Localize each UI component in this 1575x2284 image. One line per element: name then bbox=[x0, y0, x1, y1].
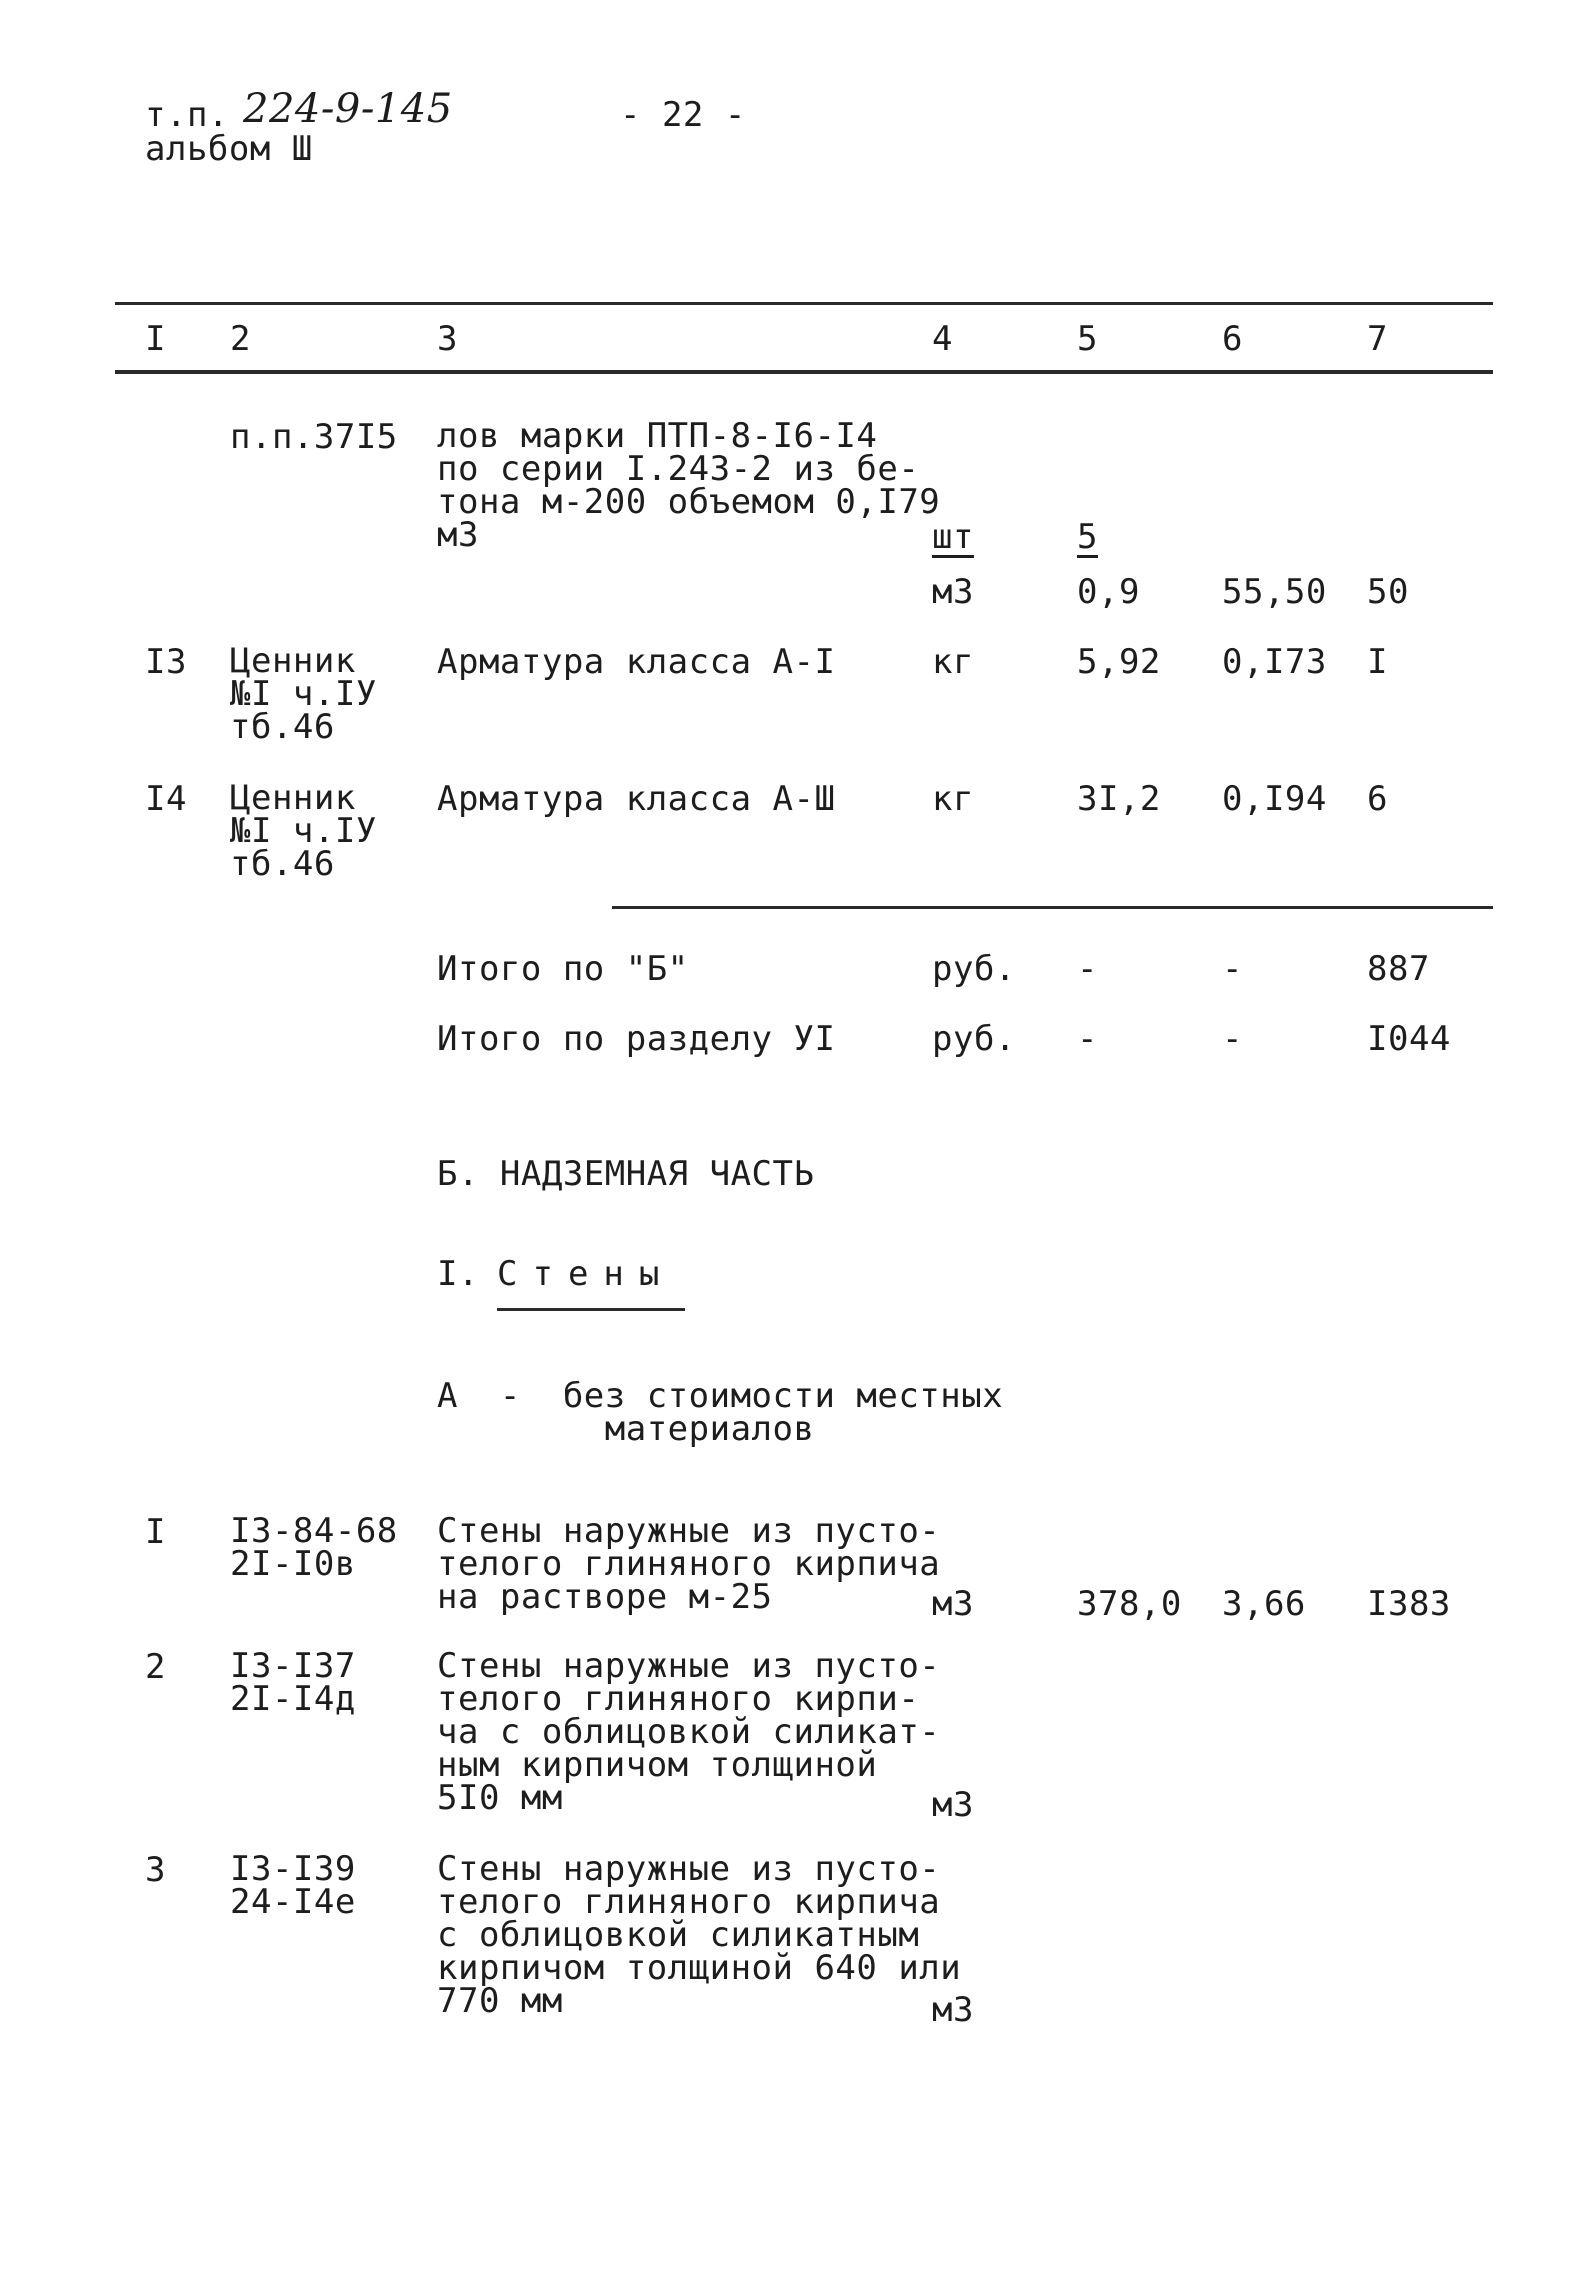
total-price: - bbox=[1222, 949, 1243, 989]
page-number: - 22 - bbox=[620, 95, 746, 135]
total-label: Итого по разделу УI bbox=[437, 1019, 836, 1059]
header-rule-top bbox=[115, 302, 1493, 305]
subsection-underline bbox=[497, 1308, 685, 1311]
table-row-code: I3-I37 2I-I4д bbox=[230, 1646, 356, 1719]
top-qty-b: 0,9 bbox=[1077, 572, 1140, 612]
col-header-2: 2 bbox=[230, 319, 251, 359]
table-row-code: I3-84-68 2I-I0в bbox=[230, 1511, 398, 1584]
table-row-num: 3 bbox=[145, 1850, 166, 1890]
subsection-num: I. bbox=[437, 1254, 479, 1294]
table-row-code: I3-I39 24-I4е bbox=[230, 1849, 356, 1922]
table-row-price: 3,66 bbox=[1222, 1584, 1306, 1624]
table-row-desc: Арматура класса А-Ш bbox=[437, 779, 836, 819]
top-unit-b: м3 bbox=[932, 572, 974, 612]
table-row-qty: 3I,2 bbox=[1077, 779, 1161, 819]
table-row-qty: 378,0 bbox=[1077, 1584, 1182, 1624]
col-header-6: 6 bbox=[1222, 319, 1243, 359]
top-desc: лов марки ПТП-8-I6-I4 по серии I.243-2 из бе- тона м-200 объемом 0,I79 м3 bbox=[437, 416, 941, 555]
table-row-price: 0,I94 bbox=[1222, 779, 1327, 819]
table-row-unit: кг bbox=[932, 642, 974, 682]
top-code: п.п.37I5 bbox=[230, 417, 398, 457]
table-row-num: 2 bbox=[145, 1647, 166, 1687]
table-row-code: Ценник №I ч.IУ тб.46 bbox=[230, 641, 377, 747]
col-header-7: 7 bbox=[1367, 319, 1388, 359]
table-row-total: I bbox=[1367, 642, 1388, 682]
table-row-total: I383 bbox=[1367, 1584, 1451, 1624]
col-header-4: 4 bbox=[932, 319, 953, 359]
table-row-qty: 5,92 bbox=[1077, 642, 1161, 682]
top-total: 50 bbox=[1367, 572, 1409, 612]
table-row-desc: Стены наружные из пусто- телого глиняного кирпича на растворе м-25 bbox=[437, 1511, 941, 1617]
col-header-3: 3 bbox=[437, 319, 458, 359]
col-header-5: 5 bbox=[1077, 319, 1098, 359]
top-price: 55,50 bbox=[1222, 572, 1327, 612]
subgroup-title: А - без стоимости местных материалов bbox=[437, 1376, 1004, 1449]
table-row-desc: Стены наружные из пусто- телого глиняного кирпи- ча с облицовкой силикат- ным кирпичом толщиной 5I0 мм bbox=[437, 1646, 941, 1818]
doc-prefix: т.п. bbox=[145, 95, 229, 135]
total-qty: - bbox=[1077, 949, 1098, 989]
table-row-num: I3 bbox=[145, 642, 187, 682]
subsection-title: Стены bbox=[497, 1254, 675, 1294]
total-value: 887 bbox=[1367, 949, 1430, 989]
total-unit: руб. bbox=[932, 949, 1016, 989]
table-row-desc: Арматура класса А-I bbox=[437, 642, 836, 682]
total-price: - bbox=[1222, 1019, 1243, 1059]
table-row-price: 0,I73 bbox=[1222, 642, 1327, 682]
col-header-1: I bbox=[145, 319, 166, 359]
table-row-num: I4 bbox=[145, 779, 187, 819]
total-qty: - bbox=[1077, 1019, 1098, 1059]
subtotal-rule bbox=[612, 906, 1493, 909]
total-label: Итого по "Б" bbox=[437, 949, 689, 989]
table-row-unit: м3 bbox=[932, 1990, 974, 2030]
total-unit: руб. bbox=[932, 1019, 1016, 1059]
top-unit-a: шт bbox=[932, 517, 974, 557]
table-row-unit: м3 bbox=[932, 1785, 974, 1825]
table-row-unit: кг bbox=[932, 779, 974, 819]
table-row-unit: м3 bbox=[932, 1584, 974, 1624]
doc-number: 224-9-145 bbox=[243, 86, 453, 132]
top-qty-a: 5 bbox=[1077, 517, 1098, 557]
table-row-total: 6 bbox=[1367, 779, 1388, 819]
table-row-code: Ценник №I ч.IУ тб.46 bbox=[230, 778, 377, 884]
section-title: Б. НАДЗЕМНАЯ ЧАСТЬ bbox=[437, 1154, 815, 1194]
album-label: альбом Ш bbox=[145, 129, 313, 169]
header-rule-bottom bbox=[115, 370, 1493, 374]
total-value: I044 bbox=[1367, 1019, 1451, 1059]
table-row-desc: Стены наружные из пусто- телого глиняного кирпича с облицовкой силикатным кирпичом толщиной 640 или 770 мм bbox=[437, 1849, 962, 2021]
table-row-num: I bbox=[145, 1512, 166, 1552]
